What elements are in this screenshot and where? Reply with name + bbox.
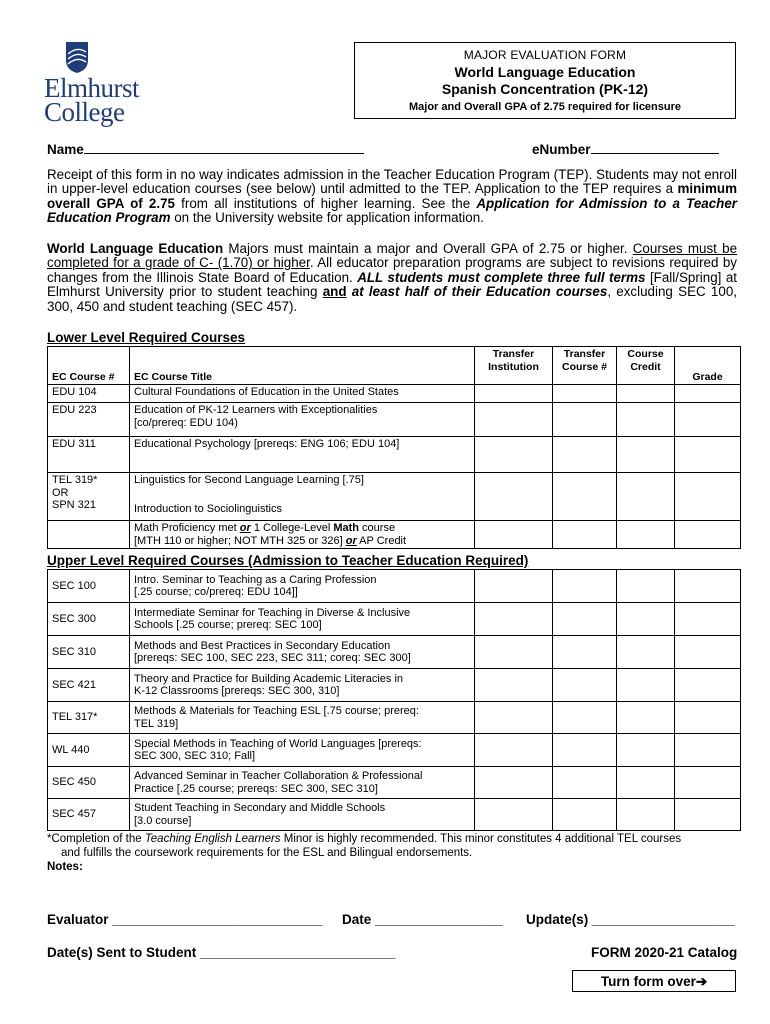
grade-cell[interactable]: [675, 521, 741, 549]
course-title: Methods and Best Practices in Secondary Education [prereqs: SEC 100, SEC 223, SEC 311; coreq: SEC 300]: [130, 636, 475, 669]
table-row: [48, 669, 741, 702]
transfer-course-cell[interactable]: [553, 403, 617, 437]
course-number: EDU 223: [48, 403, 130, 437]
table-row: [48, 385, 741, 403]
math-proficiency-title: Math Proficiency met or 1 College-Level Math course [MTH 110 or higher; NOT MTH 325 or 326] or AP Credit: [130, 521, 475, 549]
table-row: [48, 702, 741, 734]
transfer-institution-cell[interactable]: [475, 767, 553, 799]
transfer-course-cell[interactable]: [553, 767, 617, 799]
grade-cell[interactable]: [675, 734, 741, 767]
enumber-field[interactable]: [591, 140, 719, 154]
form-catalog-label: FORM 2020-21 Catalog: [591, 945, 738, 960]
course-number: TEL 319* OR SPN 321: [48, 473, 130, 521]
course-number: SEC 421: [48, 669, 130, 702]
header-grade: Grade: [675, 347, 741, 385]
table-row: [48, 521, 741, 549]
course-title: Student Teaching in Secondary and Middle Schools [3.0 course]: [130, 799, 475, 831]
admission-paragraph: Receipt of this form in no way indicates admission in the Teacher Education Program (TEP). Students may not enroll in upper-level education courses (see below) until admitted to the TEP. Application to the TEP requires a minimum overall GPA of 2.75 from all institutions of higher learning. See the Application for Admission to a Teacher Education Program on the University website for application information.: [47, 167, 737, 226]
logo-line-1: Elmhurst: [44, 73, 139, 103]
grade-cell[interactable]: [675, 570, 741, 603]
transfer-institution-cell[interactable]: [475, 570, 553, 603]
date-field[interactable]: Date _________________: [342, 912, 503, 927]
table-row: [48, 734, 741, 767]
credit-cell[interactable]: [617, 385, 675, 403]
course-number: SEC 310: [48, 636, 130, 669]
grade-cell[interactable]: [675, 669, 741, 702]
transfer-course-cell[interactable]: [553, 734, 617, 767]
credit-cell[interactable]: [617, 473, 675, 521]
course-title: Linguistics for Second Language Learning [.75] Introduction to Sociolinguistics: [130, 473, 475, 521]
course-title: Advanced Seminar in Teacher Collaboration & Professional Practice [.25 course; prereqs: SEC 300, SEC 310]: [130, 767, 475, 799]
table-row: [48, 473, 741, 521]
header-transfer-course: Transfer Course #: [553, 347, 617, 385]
grade-cell[interactable]: [675, 603, 741, 636]
transfer-course-cell[interactable]: [553, 702, 617, 734]
date-sent-field[interactable]: Date(s) Sent to Student __________________________: [47, 945, 396, 960]
updates-field[interactable]: Update(s) ___________________: [526, 912, 735, 927]
credit-cell[interactable]: [617, 767, 675, 799]
concentration-title: Spanish Concentration (PK-12): [441, 81, 649, 97]
table-row: [48, 799, 741, 831]
transfer-course-cell[interactable]: [553, 636, 617, 669]
grade-cell[interactable]: [675, 767, 741, 799]
table-row: [48, 403, 741, 437]
transfer-course-cell[interactable]: [553, 603, 617, 636]
transfer-course-cell[interactable]: [553, 570, 617, 603]
transfer-course-cell[interactable]: [553, 799, 617, 831]
transfer-institution-cell[interactable]: [475, 734, 553, 767]
credit-cell[interactable]: [617, 521, 675, 549]
credit-cell[interactable]: [617, 570, 675, 603]
transfer-institution-cell[interactable]: [475, 799, 553, 831]
course-title: Methods & Materials for Teaching ESL [.75 course; prereq: TEL 319]: [130, 702, 475, 734]
table-row: [48, 603, 741, 636]
course-number: TEL 317*: [48, 702, 130, 734]
course-number: EDU 104: [48, 385, 130, 403]
transfer-course-cell[interactable]: [553, 473, 617, 521]
transfer-course-cell[interactable]: [553, 437, 617, 473]
transfer-course-cell[interactable]: [553, 669, 617, 702]
credit-cell[interactable]: [617, 603, 675, 636]
grade-cell[interactable]: [675, 702, 741, 734]
right-arrow-icon: ➔: [695, 974, 708, 989]
transfer-institution-cell[interactable]: [475, 702, 553, 734]
credit-cell[interactable]: [617, 403, 675, 437]
form-label: MAJOR EVALUATION FORM: [463, 48, 627, 62]
tel-minor-footnote: *Completion of the Teaching English Learners Minor is highly recommended. This minor constitutes 4 additional TEL courses and fulfills the coursework requirements for the ESL and Bilingual endorsements. Notes:: [47, 832, 747, 874]
turn-form-over-box: [572, 970, 736, 992]
grade-cell[interactable]: [675, 385, 741, 403]
credit-cell[interactable]: [617, 437, 675, 473]
course-title: Theory and Practice for Building Academic Literacies in K-12 Classrooms [prereqs: SEC 300, 310]: [130, 669, 475, 702]
form-header-box: [354, 42, 736, 119]
transfer-institution-cell[interactable]: [475, 403, 553, 437]
credit-cell[interactable]: [617, 702, 675, 734]
table-row: [48, 767, 741, 799]
transfer-institution-cell[interactable]: [475, 603, 553, 636]
table-row: [48, 570, 741, 603]
course-title: Intro. Seminar to Teaching as a Caring Profession [.25 course; co/prereq: EDU 104]]: [130, 570, 475, 603]
grade-cell[interactable]: [675, 437, 741, 473]
header-ec-course-num: EC Course #: [48, 347, 130, 385]
course-title: Educational Psychology [prereqs: ENG 106; EDU 104]: [130, 437, 475, 473]
course-title: Intermediate Seminar for Teaching in Diverse & Inclusive Schools [.25 course; prereq: SEC 100]: [130, 603, 475, 636]
transfer-institution-cell[interactable]: [475, 669, 553, 702]
course-title: Cultural Foundations of Education in the United States: [130, 385, 475, 403]
credit-cell[interactable]: [617, 636, 675, 669]
course-number: SEC 457: [48, 799, 130, 831]
header-transfer-institution: Transfer Institution: [475, 347, 553, 385]
notes-label: Notes:: [47, 861, 83, 873]
table-row: [48, 636, 741, 669]
lower-level-table: [47, 346, 741, 549]
grade-cell[interactable]: [675, 403, 741, 437]
header-ec-course-title: EC Course Title: [130, 347, 475, 385]
grade-cell[interactable]: [675, 799, 741, 831]
program-title: World Language Education: [454, 64, 636, 80]
grade-cell[interactable]: [675, 636, 741, 669]
grade-cell[interactable]: [675, 473, 741, 521]
transfer-institution-cell[interactable]: [475, 437, 553, 473]
enumber-field-row: [532, 140, 719, 157]
name-field-row: [47, 140, 364, 157]
upper-level-title: Upper Level Required Courses (Admission to Teacher Education Required): [47, 553, 529, 568]
logo-shield-icon: [64, 40, 90, 74]
credit-cell[interactable]: [617, 669, 675, 702]
evaluator-field[interactable]: Evaluator ____________________________: [47, 912, 323, 927]
course-number: EDU 311: [48, 437, 130, 473]
course-number: SEC 300: [48, 603, 130, 636]
logo-line-2: College: [44, 97, 125, 127]
course-number: SEC 100: [48, 570, 130, 603]
upper-level-table: [47, 569, 741, 831]
course-number: WL 440: [48, 734, 130, 767]
course-number: [48, 521, 130, 549]
name-field[interactable]: [84, 140, 364, 154]
transfer-institution-cell[interactable]: [475, 636, 553, 669]
enumber-label: eNumber: [532, 142, 591, 157]
turn-form-over-label: Turn form over: [600, 974, 696, 989]
name-label: Name: [47, 142, 84, 157]
transfer-institution-cell[interactable]: [475, 473, 553, 521]
course-title: Education of PK-12 Learners with Exceptionalities [co/prereq: EDU 104): [130, 403, 475, 437]
table-row: [48, 437, 741, 473]
gpa-note: Major and Overall GPA of 2.75 required for licensure: [408, 101, 682, 113]
transfer-institution-cell[interactable]: [475, 521, 553, 549]
lower-level-title: Lower Level Required Courses: [47, 330, 246, 345]
college-logo: [44, 40, 154, 130]
transfer-institution-cell[interactable]: [475, 385, 553, 403]
transfer-course-cell[interactable]: [553, 521, 617, 549]
course-title: Special Methods in Teaching of World Languages [prereqs: SEC 300, SEC 310; Fall]: [130, 734, 475, 767]
table-header-row: [48, 347, 741, 385]
course-number: SEC 450: [48, 767, 130, 799]
transfer-course-cell[interactable]: [553, 385, 617, 403]
gpa-requirements-paragraph: World Language Education Majors must maintain a major and Overall GPA of 2.75 or higher. Courses must be completed for a grade of C- (1.70) or higher. All educator preparation programs are subject to revisions required by changes from the Illinois State Board of Education. ALL students must complete three full terms [Fall/Spring] at Elmhurst University prior to student teaching and at least half of their Education courses, excluding SEC 100, 300, 450 and student teaching (SEC 457).: [47, 241, 738, 314]
header-course-credit: Course Credit: [617, 347, 675, 385]
credit-cell[interactable]: [617, 734, 675, 767]
credit-cell[interactable]: [617, 799, 675, 831]
